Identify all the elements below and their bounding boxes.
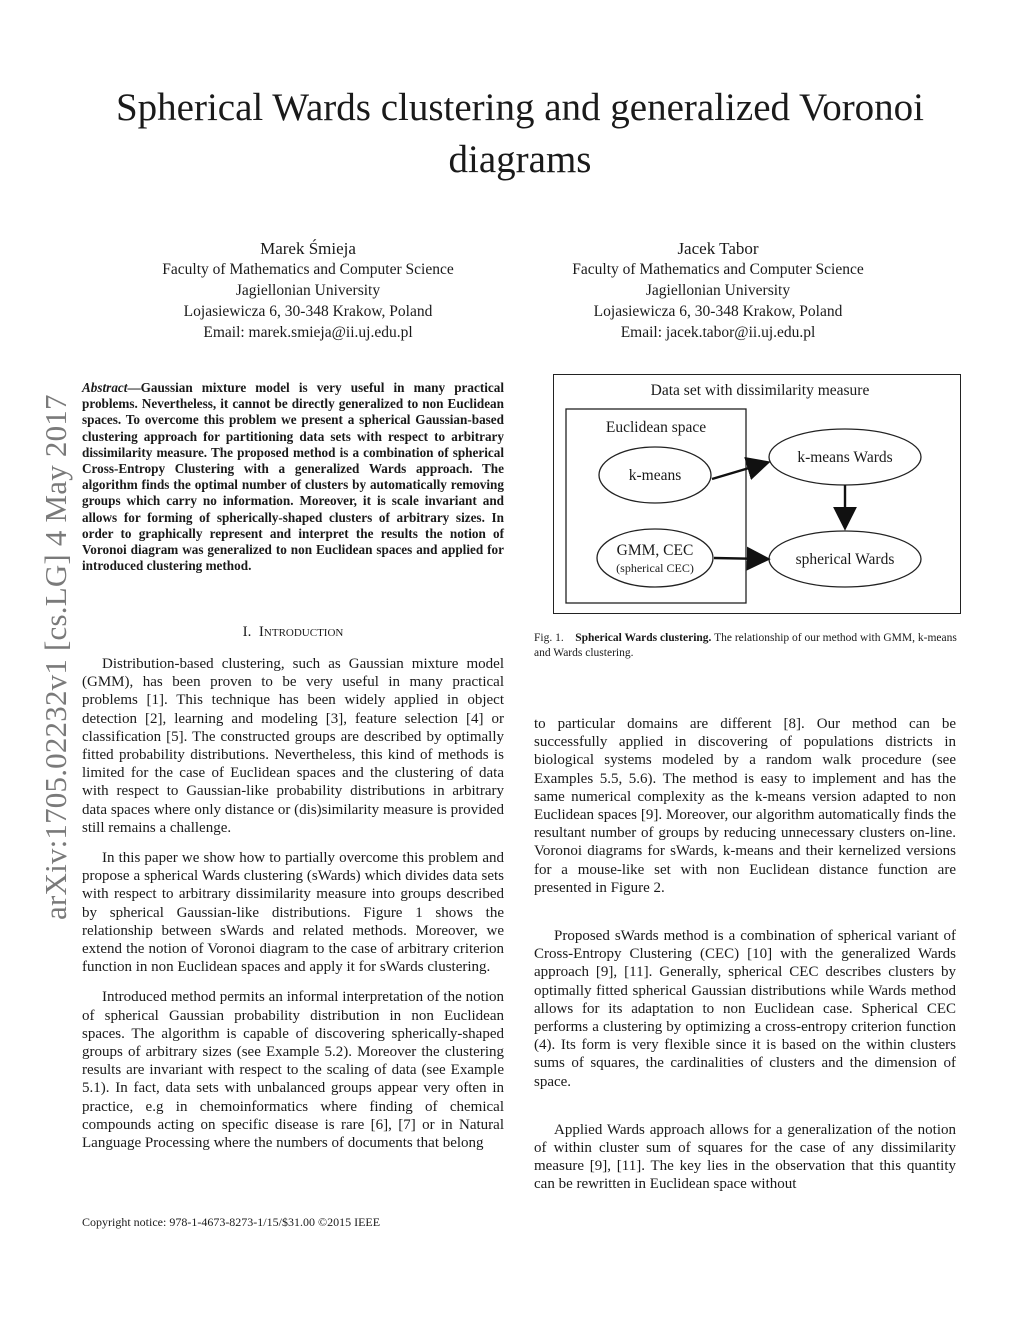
abstract-label: Abstract bbox=[82, 380, 128, 395]
kmeans-label: k-means bbox=[628, 467, 682, 484]
author-block-2 bbox=[528, 238, 908, 343]
paragraph: Introduced method permits an informal interpretation of the notion of spherical Gaussian probability distribution in non Euclidean spaces. The algorithm is capable of discovering spherically-shaped groups of arbitrary sizes (see Example 5.2). Moreover the clustering results are invariant with respect to the scaling of data (see Example 5.1). In fact, data sets with unbalanced groups appear very often in practice, e.g in chemoinformatics where finding of chemical compounds acting on specific disease is rare [6], [7] or in Natural Language Processing where the numbers of documents that belong bbox=[82, 989, 504, 1152]
abstract bbox=[82, 380, 504, 574]
caption-label: Fig. 1. bbox=[534, 632, 564, 644]
right-column-body bbox=[534, 715, 956, 1194]
paragraph: Proposed sWards method is a combination of spherical variant of Cross-Entropy Clustering (CEC) [10] with the generalized Wards approach [9], [11]. Generally, spherical CEC describes clusters by optimally fitted spherical Gaussian distributions while Wards method allows for its adaptation to non Euclidean case. Spherical CEC performs a clustering by optimizing a cross-entropy criterion function (4). Its form is very flexible since it is based on the within clusters sums of squares, the cardinalities of clusters and the dimension of space. bbox=[534, 928, 956, 1090]
paragraph: In this paper we show how to partially overcome this problem and propose a spherical Wards clustering (sWards) which divides data sets with respect to arbitrary dissimilarity measure into groups described by spherical Gaussian-like distributions. Figure 1 shows the relationship between sWards and related methods. Moreover, we extend the notion of Voronoi diagram to the case of arbitrary criterion function in non Euclidean spaces and apply it for sWards clustering. bbox=[82, 850, 504, 976]
outer-box-label: Data set with dissimilarity measure bbox=[650, 382, 870, 399]
caption-title: Spherical Wards clustering. bbox=[575, 632, 712, 644]
paragraph: Applied Wards approach allows for a generalization of the notion of within cluster sum of squares for the case of any dissimilarity measure [9], [11]. The key lies in the observation that this quantity can be rewritten in Euclidean space without bbox=[534, 1121, 956, 1193]
paragraph: Distribution-based clustering, such as Gaussian mixture model (GMM), has been proven to be very useful in many practical problems [1]. This technique has been widely applied in object detection [2], learning and modeling [3], feature selection [4] or classification [5]. The constructed groups are described by optimally fitted probability distributions. Nevertheless, this kind of methods is limited for the case of Euclidean spaces and the clustering of data with respect to Gaussian-like probability distributions in arbitrary data spaces where only distance or (dis)similarity measure is provided still remains a challenge. bbox=[82, 656, 504, 836]
gmm-cec-label: GMM, CEC bbox=[616, 542, 694, 559]
author-dept: Faculty of Mathematics and Computer Science bbox=[162, 261, 454, 278]
figure-caption bbox=[534, 631, 958, 661]
left-column-body bbox=[82, 655, 504, 1152]
inner-box-label: Euclidean space bbox=[605, 419, 707, 436]
section-heading bbox=[82, 624, 504, 641]
paragraph: to particular domains are different [8]. Our method can be successfully applied in discovering of populations districts in biological systems modeled by a random walk procedure (see Examples 5.5, 5.6). The method is easy to implement and has the same numerical complexity as the k-means version adapted to non Euclidean spaces [9]. Moreover, our algorithm automatically finds the resultant number of groups by reducing unnecessary clusters on-line. Voronoi diagrams for sWards, k-means and their kernelized versions for a mouse-like set with non Euclidean distance function are presented in Figure 2. bbox=[534, 716, 956, 896]
author-university: Jagiellonian University bbox=[645, 282, 791, 299]
author-block-1 bbox=[118, 238, 498, 343]
spherical-cec-label: (spherical CEC) bbox=[616, 561, 694, 575]
author-university: Jagiellonian University bbox=[235, 282, 381, 299]
section-number: I. bbox=[242, 624, 252, 640]
copyright-footer: Copyright notice: 978-1-4673-8273-1/15/$31.00 ©2015 IEEE bbox=[82, 1215, 381, 1229]
arrow-gmm-to-spherical-wards bbox=[714, 558, 766, 559]
paper-title: Spherical Wards clustering and generalized Voronoi diagrams bbox=[115, 86, 925, 181]
author-email: Email: jacek.tabor@ii.uj.edu.pl bbox=[620, 324, 816, 341]
author-name: Jacek Tabor bbox=[677, 239, 759, 258]
author-address: Lojasiewicza 6, 30-348 Krakow, Poland bbox=[183, 303, 433, 320]
author-name: Marek Śmieja bbox=[260, 239, 356, 258]
section-title: Introduction bbox=[258, 624, 344, 640]
author-email: Email: marek.smieja@ii.uj.edu.pl bbox=[203, 324, 413, 341]
author-address: Lojasiewicza 6, 30-348 Krakow, Poland bbox=[593, 303, 843, 320]
abstract-text: —Gaussian mixture model is very useful in many practical problems. Nevertheless, it cannot be directly generalized to non Euclidean spaces. To overcome this problem we present a spherical Gaussian-based clustering approach for partitioning data sets with respect to arbitrary dissimilarity measure. The proposed method is a combination of spherical Cross-Entropy Clustering with a generalized Wards approach. The algorithm finds the optimal number of clusters by automatically removing groups which carry no information. Moreover, it is scale invariant and allows for forming of spherically-shaped clusters of arbitrary sizes. In order to graphically represent and interpret the results the notion of Voronoi diagram was generalized to non Euclidean spaces and applied for introduced clustering method. bbox=[82, 380, 504, 574]
arxiv-identifier: arXiv:1705.02232v1 [cs.LG] 4 May 2017 bbox=[38, 394, 73, 920]
figure-svg bbox=[554, 375, 962, 615]
author-dept: Faculty of Mathematics and Computer Science bbox=[572, 261, 864, 278]
caption-text: The relationship of our method with GMM, k-means and Wards clustering. bbox=[534, 632, 957, 659]
figure-1-diagram bbox=[553, 374, 961, 614]
arrow-kmeans-to-kmeans-wards bbox=[712, 463, 766, 479]
kmeans-wards-label: k-means Wards bbox=[797, 449, 893, 466]
spherical-wards-label: spherical Wards bbox=[795, 551, 895, 568]
